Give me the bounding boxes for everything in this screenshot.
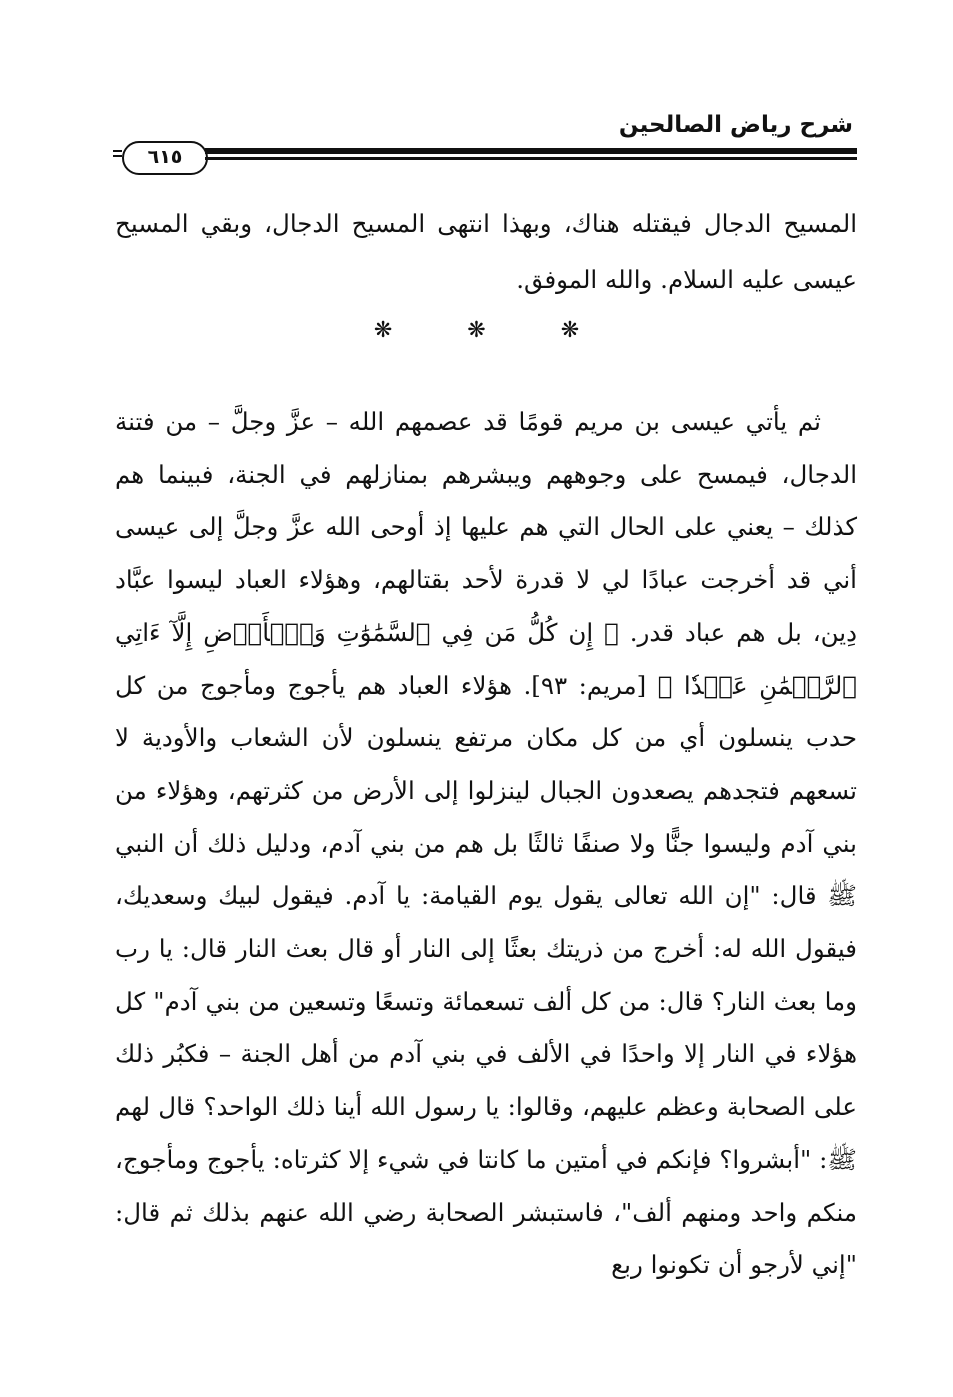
section-separator: ❋ ❋ ❋ [373,318,614,343]
running-header-title: شرح رياض الصالحين [618,112,853,138]
header-double-rule [205,148,857,163]
continuation-paragraph [115,196,857,308]
page-number: ٦١٥ [122,141,208,175]
paragraph-text: المسيح الدجال فيقتله هناك، وبهذا انتهى المسيح الدجال، وبقي المسيح عيسى عليه السلام. والله الموفق. [115,209,857,294]
header-ornament [113,150,122,162]
main-paragraph [115,396,857,1292]
paragraph-text: ثم يأتي عيسى بن مريم قومًا قد عصمهم الله – عزَّ وجلَّ – من فتنة الدجال، فيمسح على وجوههم ويبشرهم بمنازلهم في الجنة، فبينما هم كذلك – يعني على الحال التي هم عليها إذ أوحى الله عزَّ وجلَّ إلى عيسى أني قد أخرجت عبادًا لي لا قدرة لأحد بقتالهم، وهؤلاء العباد ليسوا عبَّاد دِين، بل هم عباد قدر. ﴿ إِن كُلُّ مَن فِي ٱلسَّمَٰوَٰتِ وَٱلۡأَرۡضِ إِلَّآ ءَاتِي ٱلرَّحۡمَٰنِ عَبۡدٗا ﴾ [مريم: ٩٣]. هؤلاء العباد هم يأجوج ومأجوج من كل حدب ينسلون أي من كل مكان مرتفع ينسلون لأن الشعاب والأودية لا تسعهم فتجدهم يصعدون الجبال لينزلوا إلى الأرض من كثرتهم، وهؤلاء من بني آدم وليسوا جنًّا ولا صنفًا ثالثًا بل هم من بني آدم، ودليل ذلك أن النبي ﷺ قال: "إن الله تعالى يقول يوم القيامة: يا آدم. فيقول لبيك وسعديك، فيقول الله له: أخرج من ذريتك بعثًا إلى النار أو قال بعث النار قال: يا رب وما بعث النار؟ قال: من كل ألف تسعمائة وتسعًا وتسعين من بني آدم" كل هؤلاء في النار إلا واحدًا في الألف في بني آدم من أهل الجنة – فكبُر ذلك على الصحابة وعظم عليهم، وقالوا: يا رسول الله أينا ذلك الواحد؟ قال لهم ﷺ: "أبشروا؟ فإنكم في أمتين ما كانتا في شيء إلا كثرتاه: يأجوج ومأجوج، منكم واحد ومنهم ألف"، فاستبشر الصحابة رضي الله عنهم بذلك ثم قال: "إني لأرجو أن تكونوا ربع [115,407,857,1280]
